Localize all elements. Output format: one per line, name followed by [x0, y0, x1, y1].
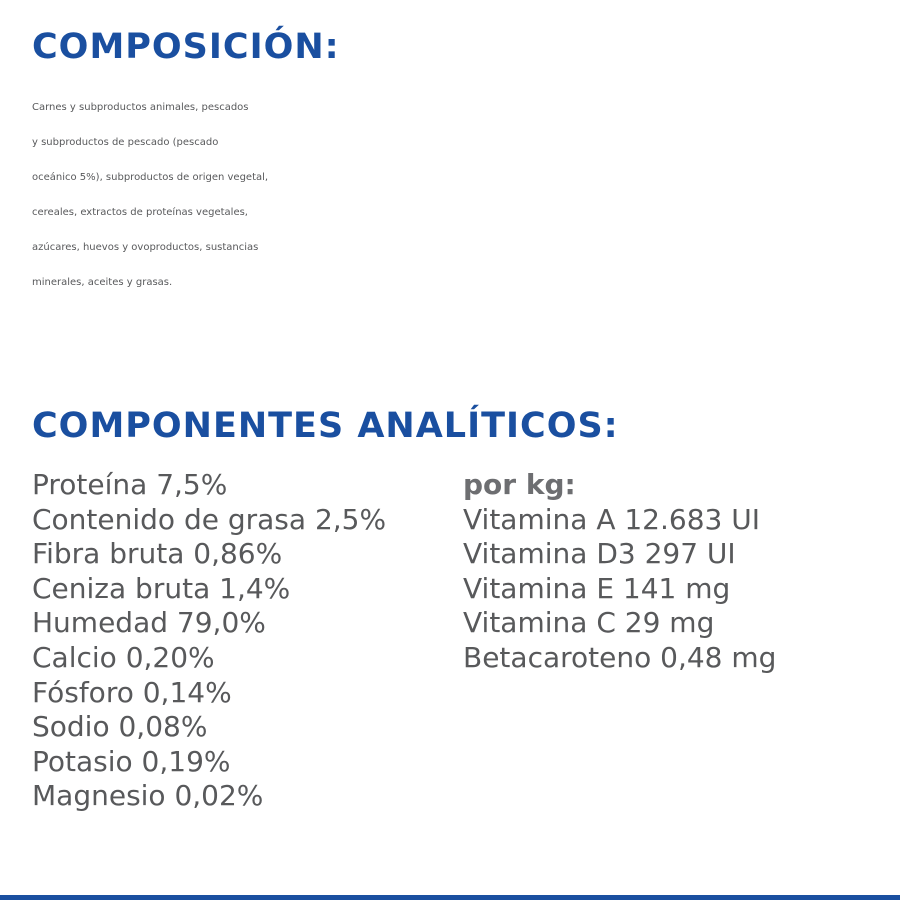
- vitamin-item: Vitamina D3 297 UI: [463, 537, 736, 571]
- analytical-item: Fósforo 0,14%: [32, 675, 232, 709]
- composition-line: y subproductos de pescado (pescado: [32, 137, 219, 148]
- composition-text: [32, 90, 892, 300]
- analytical-right-list: [463, 468, 776, 676]
- vitamin-item: Vitamina C 29 mg: [463, 606, 715, 640]
- composition-line: Carnes y subproductos animales, pescados: [32, 102, 249, 113]
- composition-line: cereales, extractos de proteínas vegetales,: [32, 207, 248, 218]
- composition-line: minerales, aceites y grasas.: [32, 277, 173, 288]
- vitamin-item: Vitamina A 12.683 UI: [463, 502, 760, 536]
- composition-line: azúcares, huevos y ovoproductos, sustancias: [32, 242, 259, 253]
- analytical-heading: COMPONENTES ANALÍTICOS:: [32, 406, 619, 446]
- analytical-item: Proteína 7,5%: [32, 468, 228, 501]
- analytical-item: Sodio 0,08%: [32, 710, 208, 744]
- analytical-item: Fibra bruta 0,86%: [32, 537, 283, 571]
- analytical-item: Potasio 0,19%: [32, 744, 231, 778]
- per-kg-label: por kg:: [463, 468, 576, 501]
- analytical-item: Humedad 79,0%: [32, 606, 266, 640]
- analytical-item: Calcio 0,20%: [32, 640, 215, 674]
- analytical-item: Contenido de grasa 2,5%: [32, 502, 387, 536]
- analytical-left-list: [32, 468, 386, 814]
- analytical-item: Ceniza bruta 1,4%: [32, 571, 291, 605]
- composition-heading: COMPOSICIÓN:: [32, 27, 340, 67]
- analytical-item: Magnesio 0,02%: [32, 779, 264, 813]
- bottom-divider: [0, 895, 900, 900]
- vitamin-item: Betacaroteno 0,48 mg: [463, 640, 777, 674]
- vitamin-item: Vitamina E 141 mg: [463, 571, 731, 605]
- composition-line: oceánico 5%), subproductos de origen vegetal,: [32, 172, 269, 183]
